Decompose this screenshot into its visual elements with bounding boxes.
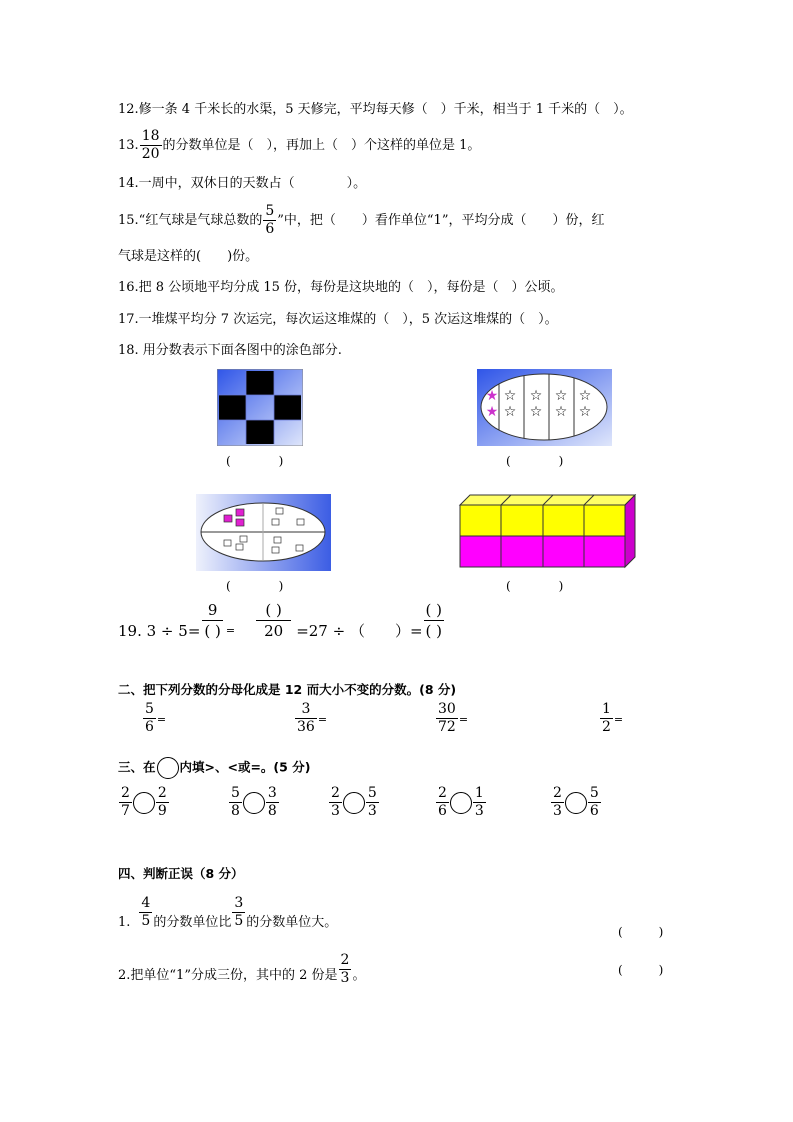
answer-blank[interactable]: ( ): [226, 454, 284, 468]
judge-1-fraction-a: [139, 895, 152, 930]
judge-den: 3: [340, 970, 350, 986]
s3-num: 2: [157, 785, 167, 801]
question-16: 16.把 8 公顷地平均分成 15 份，每份是这块地的（ ），每份是（ ）公顷。: [118, 280, 564, 295]
section-3-title: [118, 757, 310, 779]
s3-den: 3: [331, 803, 340, 819]
judge-num: 3: [234, 895, 244, 911]
judge-2-fraction: [339, 952, 352, 987]
s3-pair: [228, 785, 280, 820]
star-icon: ☆: [578, 404, 592, 420]
shaded-cube-icon: [224, 515, 232, 522]
question-15-line2: 气球是这样的( )份。: [118, 249, 259, 264]
q19-f1-num: 9: [207, 601, 218, 619]
s3-right-fraction: [588, 785, 601, 820]
cube-icon: [274, 537, 281, 543]
s2-item: [435, 701, 468, 736]
shaded-square: [246, 371, 274, 395]
judge-item-2: [118, 952, 365, 987]
question-14: 14.一周中，双休日的天数占（ ）。: [118, 176, 367, 191]
figure-cube-ellipse: [196, 494, 331, 571]
s3-pair: [550, 785, 602, 820]
s3-den: 3: [367, 803, 377, 819]
s3-num: 2: [121, 785, 130, 801]
q19-f2-den: 20: [256, 620, 291, 641]
s3-num: 2: [331, 785, 340, 801]
q15-prefix: 15.“红气球是气球总数的: [118, 213, 263, 228]
star-icon: ☆: [503, 388, 517, 404]
s3-num: 3: [267, 785, 277, 801]
s3-left-fraction: [551, 785, 564, 820]
q19-f3-num[interactable]: ( ): [425, 601, 443, 619]
judge-answer-2[interactable]: ( ): [618, 963, 664, 977]
cube-icon: [236, 544, 243, 550]
q13-den: 20: [141, 146, 160, 162]
q19-fraction-1: [202, 600, 222, 641]
compare-circle[interactable]: [243, 792, 265, 814]
q13-text: 的分数单位是（ ），再加上（ ）个这样的单位是 1。: [162, 138, 481, 153]
s3-pair: [435, 785, 487, 820]
q19-f2-num[interactable]: ( ): [265, 601, 282, 619]
s3-left-fraction: [329, 785, 342, 820]
judge-1-fraction-b: [232, 895, 245, 930]
question-19: [118, 600, 445, 641]
star-icon: ☆: [529, 404, 543, 420]
s3-pair: [328, 785, 380, 820]
shaded-square: [219, 395, 246, 420]
question-13: [118, 128, 480, 163]
q13-fraction: [140, 128, 162, 163]
s3-left-fraction: [229, 785, 242, 820]
s2-item: [599, 701, 623, 736]
s3-right-fraction: [366, 785, 379, 820]
figure-star-ellipse: [477, 369, 612, 446]
judge-num: 2: [340, 952, 350, 968]
s3-num: 5: [231, 785, 240, 801]
judge-1-suffix: 的分数单位大。: [246, 914, 338, 930]
star-icon: ☆: [554, 388, 568, 404]
s3-title-b: 内填>、<或=。(5 分): [179, 759, 311, 775]
s3-num: 5: [367, 785, 377, 801]
star-icon: ☆: [529, 388, 543, 404]
s2-eq: =: [613, 713, 624, 726]
s3-den: 3: [553, 803, 562, 819]
shaded-star-icon: ★: [485, 388, 499, 404]
q19-start: 19. 3 ÷ 5=: [118, 621, 201, 640]
section-4-title: 四、判断正误（8 分）: [118, 866, 244, 881]
answer-blank[interactable]: ( ): [506, 454, 564, 468]
judge-num: 4: [141, 895, 151, 911]
s3-left-fraction: [436, 785, 449, 820]
judge-1-mid: 的分数单位比: [153, 914, 232, 930]
q13-number: 13.: [118, 138, 139, 153]
question-15: [118, 203, 604, 238]
s2-num: 30: [438, 701, 456, 717]
compare-circle[interactable]: [565, 792, 587, 814]
q15-den: 6: [265, 221, 275, 237]
figure-colored-blocks: [457, 494, 638, 570]
s2-eq: =: [156, 713, 167, 726]
s2-den: 36: [297, 719, 315, 735]
q13-num: 18: [141, 128, 160, 144]
s2-num: 3: [301, 701, 311, 717]
s3-den: 8: [231, 803, 240, 819]
star-icon: ☆: [503, 404, 517, 420]
compare-circle[interactable]: [450, 792, 472, 814]
question-12: 12.修一条 4 千米长的水渠，5 天修完，平均每天修（ ）千米，相当于 1 千米的（ ）。: [118, 102, 633, 117]
s2-item: [294, 701, 327, 736]
judge-1-number: 1.: [118, 914, 131, 930]
s3-title-a: 三、在: [118, 759, 156, 775]
s3-num: 5: [589, 785, 599, 801]
q15-fraction: [263, 203, 276, 238]
q19-mid: =27 ÷ （ ）=: [296, 622, 423, 640]
s2-item: [142, 701, 166, 736]
cube-icon: [276, 508, 283, 514]
answer-blank[interactable]: ( ): [226, 579, 284, 593]
judge-item-1: [118, 895, 337, 930]
figure-checker-grid: [217, 369, 303, 446]
s3-num: 2: [553, 785, 562, 801]
q19-f3-den[interactable]: ( ): [425, 622, 443, 640]
cube-icon: [224, 540, 231, 546]
s3-den: 9: [157, 803, 167, 819]
s2-num: 1: [602, 701, 611, 717]
compare-circle[interactable]: [343, 792, 365, 814]
s2-eq: =: [458, 713, 469, 726]
s3-den: 8: [267, 803, 277, 819]
s2-fraction: [143, 701, 156, 736]
s3-right-fraction: [473, 785, 486, 820]
s2-fraction: [600, 701, 613, 736]
s2-den: 2: [602, 719, 611, 735]
s2-num: 5: [145, 701, 154, 717]
judge-den: 5: [141, 913, 151, 929]
s2-fraction: [295, 701, 317, 736]
s3-den: 3: [474, 803, 484, 819]
s3-num: 1: [474, 785, 484, 801]
star-icon: ☆: [554, 404, 568, 420]
section-2-title: 二、把下列分数的分母化成是 12 而大小不变的分数。(8 分): [118, 682, 457, 697]
cube-icon: [240, 536, 247, 542]
q19-f1-den[interactable]: ( ): [204, 622, 221, 640]
shaded-square: [274, 395, 301, 420]
question-18: 18. 用分数表示下面各图中的涂色部分.: [118, 343, 342, 358]
s3-den: 7: [121, 803, 130, 819]
judge-answer-1[interactable]: ( ): [618, 925, 664, 939]
star-icon: ☆: [578, 388, 592, 404]
s3-den: 6: [589, 803, 599, 819]
judge-den: 5: [234, 913, 244, 929]
s3-pair: [118, 785, 170, 820]
cube-icon: [297, 519, 304, 525]
cube-icon: [272, 519, 279, 525]
s2-eq: =: [317, 713, 328, 726]
s3-right-fraction: [266, 785, 279, 820]
shaded-cube-icon: [236, 509, 244, 516]
s2-den: 72: [438, 719, 456, 735]
q19-eq: =: [225, 624, 236, 637]
q15-num: 5: [265, 203, 275, 219]
s2-fraction: [436, 701, 458, 736]
s3-num: 2: [438, 785, 447, 801]
judge-2-suffix: 。: [352, 967, 366, 983]
question-17: 17.一堆煤平均分 7 次运完，每次运这堆煤的（ ），5 次运这堆煤的（ ）。: [118, 312, 558, 327]
judge-2-text: 2.把单位“1”分成三份，其中的 2 份是: [118, 967, 338, 983]
shaded-square: [246, 420, 274, 444]
cube-icon: [272, 547, 279, 553]
s3-left-fraction: [119, 785, 132, 820]
circle-icon: [157, 757, 179, 779]
shaded-cube-icon: [236, 519, 244, 526]
q15-text: ”中，把（ ）看作单位“1”，平均分成（ ）份，红: [277, 213, 605, 228]
q19-fraction-2: [256, 600, 291, 641]
shaded-star-icon: ★: [485, 404, 499, 420]
s3-right-fraction: [156, 785, 169, 820]
answer-blank[interactable]: ( ): [506, 579, 564, 593]
s2-den: 6: [145, 719, 154, 735]
s3-den: 6: [438, 803, 447, 819]
compare-circle[interactable]: [133, 792, 155, 814]
q19-fraction-3: [424, 600, 444, 641]
cube-icon: [296, 545, 303, 551]
